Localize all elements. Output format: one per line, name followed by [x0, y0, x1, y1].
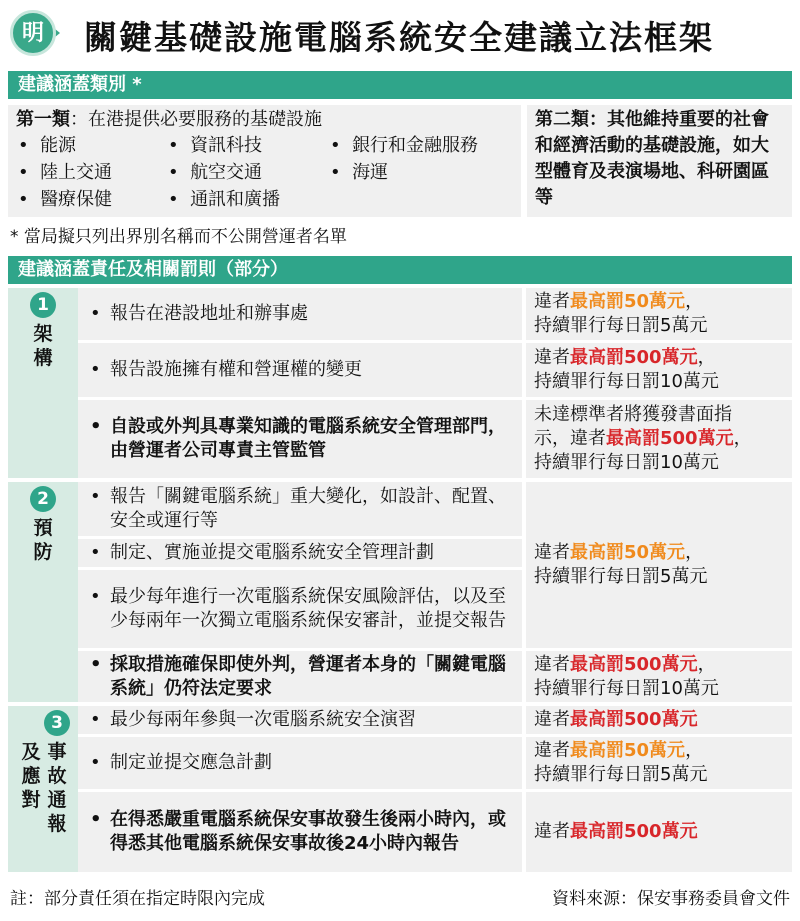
- duty-description: • 報告設施擁有權和營運權的變更: [78, 343, 522, 397]
- duty-description: • 自設或外判具專業知識的電腦系統安全管理部門，由營運者公司專責主管監管: [78, 400, 522, 478]
- list-item: • 海運: [330, 162, 389, 183]
- category-1-panel: [8, 105, 521, 217]
- duty-description: • 報告「關鍵電腦系統」重大變化，如設計、配置、安全或運行等: [78, 482, 522, 536]
- group-2-number: 2: [30, 486, 56, 512]
- category-1-list: [8, 133, 521, 217]
- duty-description: • 在得悉嚴重電腦系統保安事故發生後兩小時內，或得悉其他電腦系統保安事故後24小時內報告: [78, 792, 522, 872]
- page-title: 關鍵基礎設施電腦系統安全建議立法框架: [84, 18, 714, 57]
- group-1-label-panel: [8, 288, 78, 478]
- penalty-cell: 違者最高罰50萬元， 持續罪行每日罰5萬元: [526, 482, 792, 648]
- coverage-bar: 建議涵蓋類別 *: [8, 71, 792, 99]
- penalty-cell: 違者最高罰500萬元: [526, 706, 792, 734]
- list-item: • 通訊和廣播: [168, 189, 281, 210]
- duty-description: • 採取措施確保即使外判，營運者本身的「關鍵電腦系統」仍符法定要求: [78, 651, 522, 702]
- penalty-cell: 違者最高罰50萬元， 持續罪行每日罰5萬元: [526, 737, 792, 789]
- group-2-label: 預防: [33, 517, 53, 563]
- list-item: • 陸上交通: [18, 162, 113, 183]
- duty-description: • 最少每年進行一次電腦系統保安風險評估，以及至少每兩年一次獨立電腦系統保安審計，並提交報告: [78, 570, 522, 648]
- penalty-cell: 未達標準者將獲發書面指 示，違者最高罰500萬元， 持續罪行每日罰10萬元: [526, 400, 792, 478]
- duty-description: • 報告在港設地址和辦事處: [78, 288, 522, 340]
- duty-description: • 制定並提交應急計劃: [78, 737, 522, 789]
- duty-description: • 制定、實施並提交電腦系統安全管理計劃: [78, 539, 522, 567]
- category-2-text: 第二類：其他維持重要的社會和經濟活動的基礎設施，如大型體育及表演場地、科研園區等: [535, 109, 769, 208]
- group-3-label-col1: 事故通報: [47, 741, 67, 835]
- list-item: • 能源: [18, 135, 77, 156]
- duty-description: • 最少每兩年參與一次電腦系統安全演習: [78, 706, 522, 734]
- group-1-number: 1: [30, 292, 56, 318]
- duties-bar: 建議涵蓋責任及相關罰則（部分）: [8, 256, 792, 284]
- newspaper-logo: 明: [10, 10, 56, 56]
- group-3-label-panel: [8, 706, 78, 872]
- penalty-cell: 違者最高罰500萬元， 持續罪行每日罰10萬元: [526, 343, 792, 397]
- footer-note: 註：部分責任須在指定時限內完成: [10, 889, 265, 909]
- category-1-title: 第一類：在港提供必要服務的基礎設施: [16, 109, 322, 130]
- penalty-cell: 違者最高罰500萬元， 持續罪行每日罰10萬元: [526, 651, 792, 702]
- penalty-cell: 違者最高罰500萬元: [526, 792, 792, 872]
- list-item: • 資訊科技: [168, 135, 263, 156]
- coverage-note: * 當局擬只列出界別名稱而不公開營運者名單: [10, 227, 347, 247]
- penalty-cell: 違者最高罰50萬元， 持續罪行每日罰5萬元: [526, 288, 792, 340]
- group-3-label-col2: 及應對: [21, 741, 41, 811]
- footer-source: 資料來源：保安事務委員會文件: [552, 889, 790, 909]
- list-item: • 銀行和金融服務: [330, 135, 479, 156]
- list-item: • 航空交通: [168, 162, 263, 183]
- group-3-number: 3: [44, 710, 70, 736]
- category-2-panel: [527, 105, 792, 217]
- group-2-label-panel: [8, 482, 78, 702]
- group-1-label: 架構: [33, 323, 53, 369]
- header: [0, 0, 800, 68]
- list-item: • 醫療保健: [18, 189, 113, 210]
